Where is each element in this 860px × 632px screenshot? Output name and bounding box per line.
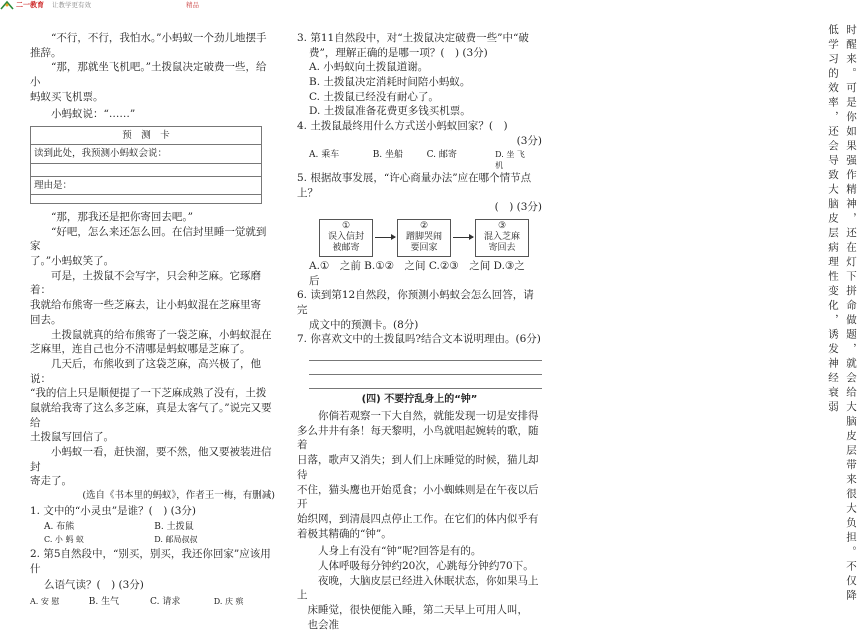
text-line: 土拨鼠写回信了。 xyxy=(30,430,275,445)
question-5-score: ( ) (3分) xyxy=(297,200,542,215)
card-title: 预 测 卡 xyxy=(31,127,262,145)
text-line: “那，那就坐飞机吧。”土拨鼠决定破费一些，给小 xyxy=(30,60,275,89)
text-line: 芝麻里，连自己也分不清哪是蚂蚁哪是芝麻了。 xyxy=(30,342,275,357)
question-4-score: (3分) xyxy=(297,134,542,149)
q1-option-c[interactable]: C. 小 蚂 蚁 xyxy=(30,534,154,545)
flow-step-3: ③ 混入芝麻 寄回去 xyxy=(475,219,529,257)
question-7: 7. 你喜欢文中的土拨鼠吗?结合文本说明理由。(6分) xyxy=(297,332,542,347)
question-3-cont: 费”，理解正确的是哪一项？( ) (3分) xyxy=(297,46,542,61)
q4-option-c[interactable]: C. 邮寄 xyxy=(427,149,496,171)
q2-option-b[interactable]: B. 生气 xyxy=(89,596,150,609)
logo-icon xyxy=(0,0,14,11)
text-line: 人身上有没有“钟”呢?回答是有的。 xyxy=(297,544,542,559)
page-header xyxy=(0,0,260,12)
text-line: 不住，猫头鹰也开始觅食；小小蜘蛛则是在午夜以后开 xyxy=(297,483,542,512)
text-line: 小蚂蚁一看，赶快溜，要不然，他又要被装进信封 xyxy=(30,445,275,474)
text-line: “那，那我还是把你寄回去吧。” xyxy=(30,210,275,225)
quality-tag: 精品 xyxy=(186,1,199,10)
text-line: 始织网，到清晨四点停止工作。在它们的体内似乎有 xyxy=(297,512,542,527)
flow-arrow-icon xyxy=(453,237,473,238)
brand-name: 二一教育 xyxy=(16,1,44,11)
q1-option-a[interactable]: A. 布熊 xyxy=(30,521,154,534)
flow-step-2: ② 蹭脚哭闹 要回家 xyxy=(397,219,451,257)
text-line: 几天后，布熊收到了这袋芝麻，高兴极了，他说： xyxy=(30,357,275,386)
middle-column xyxy=(297,31,542,632)
q1-option-b[interactable]: B. 土拨鼠 xyxy=(154,521,264,534)
text-line: 土拨鼠就真的给布熊寄了一袋芝麻，小蚂蚁混在 xyxy=(30,328,275,343)
vertical-text: 时醒来。可是你如果强作精神，还在灯下拼命做题，就会给大脑皮层带来很大负担。不仅降低学习的效率，还会导致大脑皮层病理性变化，诱发神经衰弱 xyxy=(824,24,860,607)
text-line: 回去。 xyxy=(30,313,275,328)
section-title: (四) 不要拧乱身上的“钟” xyxy=(297,393,542,407)
q3-option-a[interactable]: A. 小蚂蚁向土拨鼠道谢。 xyxy=(297,60,542,75)
q4-option-d[interactable]: D. 坐 飞 机 xyxy=(495,149,534,171)
q4-option-b[interactable]: B. 坐船 xyxy=(373,149,427,171)
text-line: 我就给布熊寄一些芝麻去，让小蚂蚁混在芝麻里寄 xyxy=(30,298,275,313)
question-6-cont: 成文中的预测卡。(8分) xyxy=(297,318,542,333)
q4-options xyxy=(297,149,542,171)
question-2: 2. 第5自然段中，“别买，别买，我还你回家”应该用什 xyxy=(30,547,275,576)
question-2-cont: 么语气读？( ) (3分) xyxy=(30,578,275,593)
text-line: 夜晚，大脑皮层已经进入休眠状态，你如果马上上 xyxy=(297,574,542,603)
q1-options xyxy=(30,521,275,545)
answer-line[interactable] xyxy=(309,347,542,361)
question-3: 3. 第11自然段中，对“土拨鼠决定破费一些”中“破 xyxy=(297,31,542,46)
text-line: 鼠就给我寄了这么多芝麻，真是太客气了。”说完又要给 xyxy=(30,401,275,430)
text-line: “我的信上只是顺便提了一下芝麻成熟了没有，土拨 xyxy=(30,386,275,401)
text-line: 人体呼吸每分钟约20次，心跳每分钟约70下。 xyxy=(297,559,542,574)
prediction-card xyxy=(30,126,262,204)
text-line: “好吧，怎么来还怎么回。在信封里睡一觉就到家 xyxy=(30,225,275,254)
slogan: 让教学更有效 xyxy=(52,1,91,10)
text-line: 着极其精确的“钟”。 xyxy=(297,527,542,542)
q3-option-d[interactable]: D. 土拨鼠准备花费更多钱买机票。 xyxy=(297,104,542,119)
text-line: 小蚂蚁说：“……” xyxy=(30,107,275,122)
text-line: 了。”小蚂蚁笑了。 xyxy=(30,254,275,269)
flow-step-1: ① 误入信封 被邮寄 xyxy=(319,219,373,257)
q2-option-c[interactable]: C. 请求 xyxy=(150,596,214,609)
q3-option-c[interactable]: C. 土拨鼠已经没有耐心了。 xyxy=(297,90,542,105)
question-5: 5. 根据故事发展，“许心商量办法”应在哪个情节点上？ xyxy=(297,171,542,200)
card-blank[interactable] xyxy=(31,163,262,176)
q1-option-d[interactable]: D. 邮局叔叔 xyxy=(154,534,264,545)
q4-option-a[interactable]: A. 乘车 xyxy=(297,149,373,171)
card-row-reason[interactable]: 理由是： xyxy=(31,176,262,194)
text-line: 也会准 xyxy=(297,618,542,632)
q2-options xyxy=(30,596,275,609)
text-line: 蚂蚁买飞机票。 xyxy=(30,90,275,105)
answer-line[interactable] xyxy=(309,361,542,375)
card-row-prediction[interactable]: 读到此处，我预测小蚂蚁会说： xyxy=(31,145,262,163)
text-line: 多么井井有条！每天黎明，小鸟就唱起婉转的歌，随着 xyxy=(297,424,542,453)
question-4: 4. 土拨鼠最终用什么方式送小蚂蚁回家？( ) xyxy=(297,119,542,134)
text-line: 日落，歌声又消失；到人们上床睡觉的时候，猫儿却待 xyxy=(297,453,542,482)
question-6: 6. 读到第12自然段，你预测小蚂蚁会怎么回答，请完 xyxy=(297,288,542,317)
q2-option-a[interactable]: A. 安 慰 xyxy=(30,596,89,609)
card-blank[interactable] xyxy=(31,195,262,204)
plot-flowchart xyxy=(319,219,542,257)
answer-line[interactable] xyxy=(309,375,542,389)
question-1: 1. 文中的“小灵虫”是谁？( ) (3分) xyxy=(30,504,275,519)
text-line: 推辞。 xyxy=(30,46,275,61)
right-column-vertical-text xyxy=(824,24,842,607)
flow-arrow-icon xyxy=(375,237,395,238)
text-line: 床睡觉，很快便能入睡，第二天早上可用人叫， xyxy=(297,603,542,618)
source-note: (选自《书本里的蚂蚁》，作者王一梅，有删减) xyxy=(30,489,275,502)
text-line: 可是，土拨鼠不会写字，只会种芝麻。它琢磨着： xyxy=(30,269,275,298)
q3-option-b[interactable]: B. 土拨鼠决定消耗时间陪小蚂蚁。 xyxy=(297,75,542,90)
text-line: 你倘若观察一下大自然，就能发现一切是安排得 xyxy=(297,409,542,424)
q2-option-d[interactable]: D. 庆 殡 xyxy=(214,596,268,609)
q5-options[interactable]: A.① 之前 B.①② 之间 C.②③ 之间 D.③之 后 xyxy=(297,259,542,288)
left-column xyxy=(30,31,275,609)
text-line: “不行，不行，我怕水。”小蚂蚁一个劲儿地摆手 xyxy=(30,31,275,46)
text-line: 寄走了。 xyxy=(30,474,275,489)
